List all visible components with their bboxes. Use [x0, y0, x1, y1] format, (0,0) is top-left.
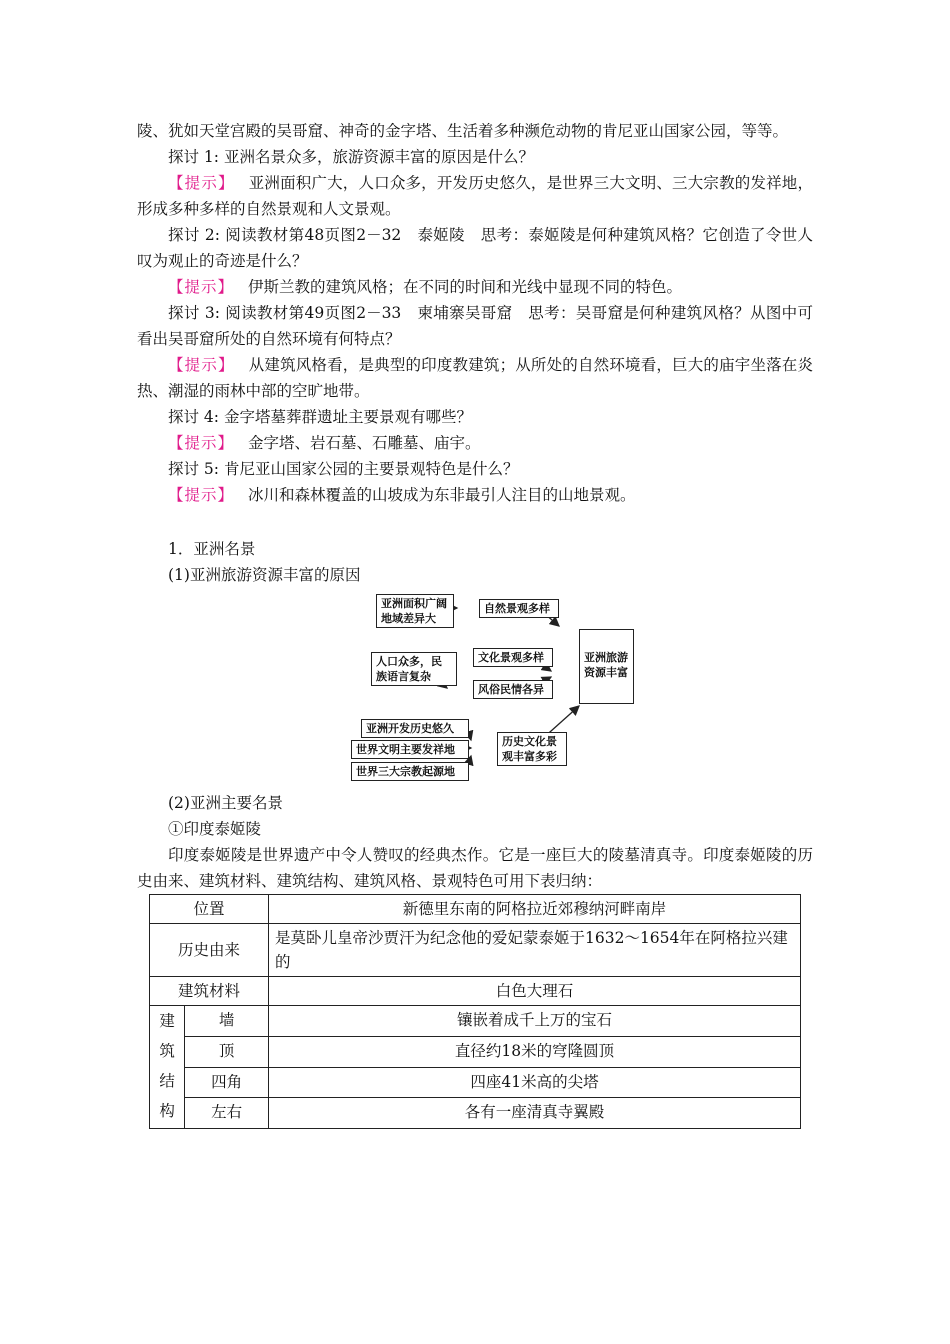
table-subkey: 四角 [185, 1067, 269, 1098]
table-key: 历史由来 [150, 924, 269, 977]
answer-text: 金字塔、岩石墓、石雕墓、庙宇。 [248, 434, 481, 452]
answer-1 [137, 170, 813, 222]
diagram-box-natural: 自然景观多样 [479, 599, 559, 618]
question-text: 亚洲名景众多，旅游资源丰富的原因是什么？ [223, 148, 534, 166]
hint-label: 【提示】 [168, 174, 235, 192]
diagram-box-history: 亚洲开发历史悠久 [361, 719, 469, 738]
table-key-vertical [150, 1006, 185, 1129]
hint-label: 【提示】 [168, 434, 235, 452]
diagram-box-heritage: 历史文化景观丰富多彩 [497, 732, 567, 766]
taj-paragraph: 印度泰姬陵是世界遗产中令人赞叹的经典杰作。它是一座巨大的陵墓清真寺。印度泰姬陵的历史由来、建筑材料、建筑结构、建筑风格、景观特色可用下表归纳： [137, 846, 813, 890]
table-key: 建筑材料 [150, 977, 269, 1006]
table-subkey: 墙 [185, 1006, 269, 1037]
table-value: 四座41米高的尖塔 [269, 1067, 801, 1098]
table-value: 直径约18米的穹隆圆顶 [269, 1036, 801, 1067]
answer-3 [137, 352, 813, 404]
hint-label: 【提示】 [168, 486, 235, 504]
section-heading-1-2-1: ①印度泰姬陵 [168, 820, 262, 838]
table-row [150, 1006, 801, 1037]
question-4 [137, 404, 813, 430]
table-key: 位置 [150, 895, 269, 924]
question-label: 探讨 1: [168, 148, 220, 166]
table-row [150, 1067, 801, 1098]
answer-text: 从建筑风格看，是典型的印度教建筑；从所处的自然环境看，巨大的庙宇坐落在炎热、潮湿的雨林中部的空旷地带。 [137, 356, 813, 400]
diagram-box-result: 亚洲旅游资源丰富 [579, 629, 634, 704]
diagram-box-area: 亚洲面积广阔地域差异大 [376, 594, 454, 628]
table-row [150, 895, 801, 924]
diagram-box-population: 人口众多，民族语言复杂 [371, 652, 457, 686]
spacer [137, 508, 813, 536]
answer-text: 冰川和森林覆盖的山坡成为东非最引人注目的山地景观。 [248, 486, 636, 504]
table-value: 新德里东南的阿格拉近郊穆纳河畔南岸 [269, 895, 801, 924]
question-label: 探讨 5: [168, 460, 220, 478]
diagram-box-civilization: 世界文明主要发祥地 [351, 740, 469, 759]
qa-block-2 [137, 222, 813, 300]
qa-block-1 [137, 144, 813, 222]
structure-label: 建筑结构 [159, 1012, 175, 1120]
qa-block-3 [137, 300, 813, 404]
question-text: 金字塔墓葬群遗址主要景观有哪些？ [223, 408, 472, 426]
table-value: 白色大理石 [269, 977, 801, 1006]
answer-text: 亚洲面积广大，人口众多，开发历史悠久，是世界三大文明、三大宗教的发祥地，形成多种多样的自然景观和人文景观。 [137, 174, 813, 218]
question-text: 阅读教材第48页图2－32 泰姬陵 思考：泰姬陵是何种建筑风格？它创造了令世人叹为观止的奇迹是什么？ [137, 226, 814, 270]
table-row [150, 977, 801, 1006]
answer-2 [137, 274, 813, 300]
qa-block-5 [137, 456, 813, 508]
table-row [150, 924, 801, 977]
question-label: 探讨 3: [168, 304, 221, 322]
table-row [150, 1036, 801, 1067]
section-heading-1: 1．亚洲名景 [168, 540, 256, 558]
table-subkey: 顶 [185, 1036, 269, 1067]
question-3 [137, 300, 813, 352]
diagram-box-culture: 文化景观多样 [473, 648, 553, 667]
flow-diagram [351, 594, 641, 784]
question-label: 探讨 4: [168, 408, 220, 426]
answer-5 [137, 482, 813, 508]
section-heading-1-2: (2)亚洲主要名景 [168, 794, 283, 812]
diagram-box-customs: 风俗民情各异 [473, 680, 553, 699]
question-label: 探讨 2: [168, 226, 221, 244]
answer-text: 伊斯兰教的建筑风格；在不同的时间和光线中显现不同的特色。 [248, 278, 683, 296]
qa-block-4 [137, 404, 813, 456]
table-value: 各有一座清真寺翼殿 [269, 1098, 801, 1129]
table-row [150, 1098, 801, 1129]
section-heading-1-1: (1)亚洲旅游资源丰富的原因 [168, 566, 361, 584]
taj-table [149, 894, 801, 1129]
question-2 [137, 222, 813, 274]
table-value: 是莫卧儿皇帝沙贾汗为纪念他的爱妃蒙泰姬于1632～1654年在阿格拉兴建的 [269, 924, 801, 977]
answer-4 [137, 430, 813, 456]
question-5 [137, 456, 813, 482]
question-text: 肯尼亚山国家公园的主要景观特色是什么？ [223, 460, 519, 478]
table-value: 镶嵌着成千上万的宝石 [269, 1006, 801, 1037]
hint-label: 【提示】 [168, 356, 235, 374]
document-page [137, 118, 813, 1129]
question-1 [137, 144, 813, 170]
table-subkey: 左右 [185, 1098, 269, 1129]
intro-paragraph: 陵、犹如天堂宫殿的吴哥窟、神奇的金字塔、生活着多种濒危动物的肯尼亚山国家公园，等等。 [137, 122, 789, 140]
diagram-box-religion: 世界三大宗教起源地 [351, 762, 469, 781]
question-text: 阅读教材第49页图2－33 柬埔寨吴哥窟 思考：吴哥窟是何种建筑风格？从图中可看出吴哥窟所处的自然环境有何特点？ [137, 304, 814, 348]
hint-label: 【提示】 [168, 278, 235, 296]
